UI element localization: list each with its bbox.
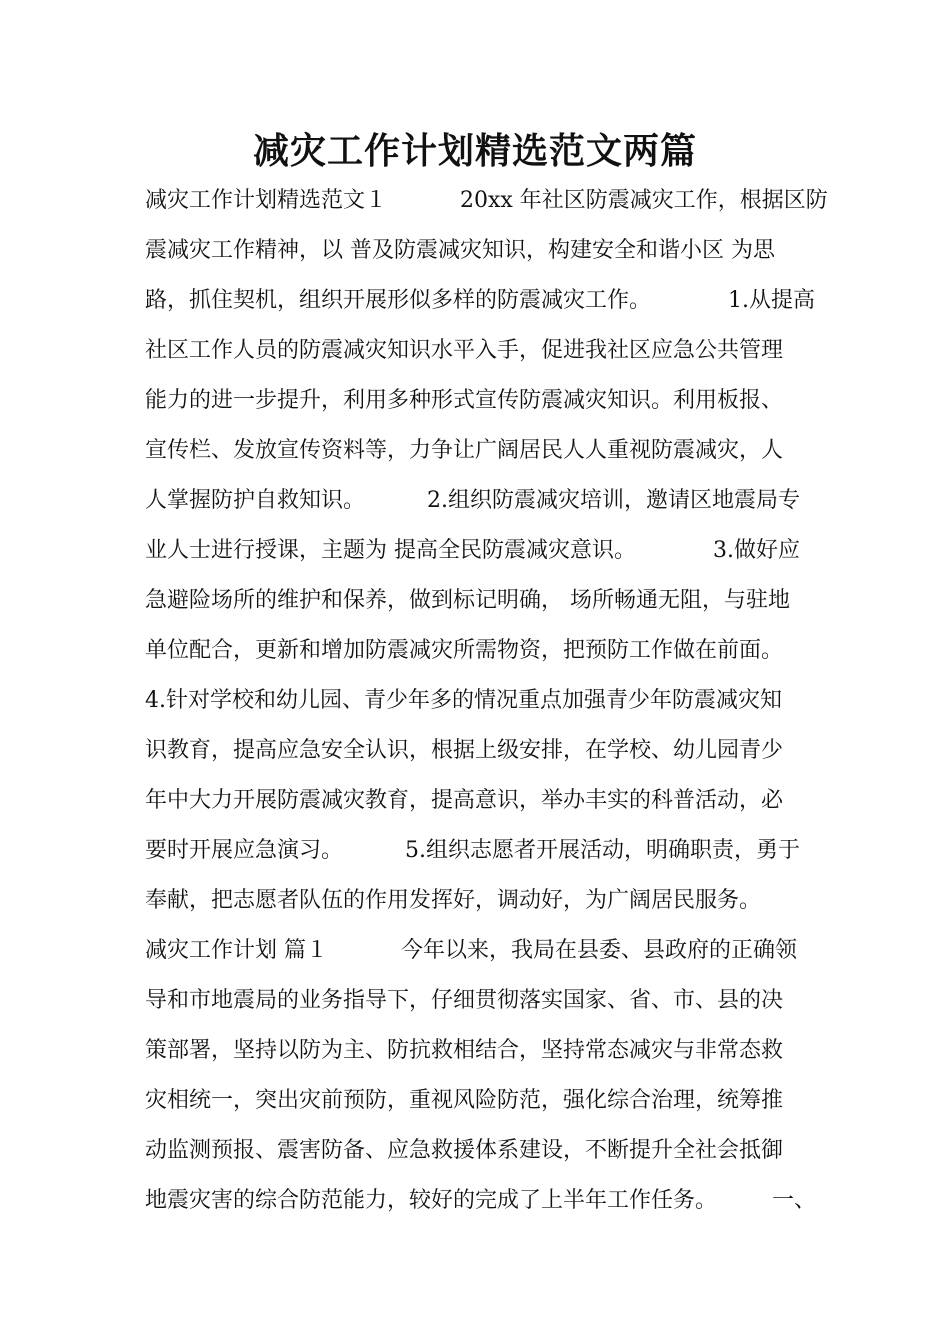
body-line: 年中大力开展防震减灾教育，提高意识，举办丰实的科普活动，必 (145, 788, 784, 813)
body-line: 减灾工作计划 篇１ 今年以来，我局在县委、县政府的正确领 (145, 938, 797, 963)
document-title: 减灾工作计划精选范文两篇 (252, 130, 697, 172)
body-line: 宣传栏、发放宣传资料等，力争让广阔居民人人重视防震减灾，人 (145, 438, 784, 463)
body-line: 单位配合，更新和增加防震减灾所需物资，把预防工作做在前面。 (145, 638, 784, 663)
body-line: 社区工作人员的防震减灾知识水平入手，促进我社区应急公共管理 (145, 338, 784, 363)
body-line: 能力的进一步提升，利用多种形式宣传防震减灾知识。利用板报、 (145, 388, 784, 413)
body-line: 灾相统一，突出灾前预防，重视风险防范，强化综合治理，统筹推 (145, 1088, 784, 1113)
body-line: 动监测预报、震害防备、应急救援体系建设，不断提升全社会抵御 (145, 1138, 784, 1163)
body-line: 地震灾害的综合防范能力，较好的完成了上半年工作任务。 一、 (145, 1188, 817, 1213)
body-line: 减灾工作计划精选范文１ 20xx 年社区防震减灾工作，根据区防 (145, 188, 828, 213)
body-line: 震减灾工作精神，以 普及防震减灾知识，构建安全和谐小区 为思 (145, 238, 775, 263)
body-line: 急避险场所的维护和保养，做到标记明确， 场所畅通无阻，与驻地 (145, 588, 790, 613)
body-line: 导和市地震局的业务指导下，仔细贯彻落实国家、省、市、县的决 (145, 988, 784, 1013)
body-line: 识教育，提高应急安全认识，根据上级安排，在学校、幼儿园青少 (145, 738, 784, 763)
body-line: 人掌握防护自救知识。 2.组织防震减灾培训，邀请区地震局专 (145, 488, 800, 513)
body-line: 路，抓住契机，组织开展形似多样的防震减灾工作。 1.从提高 (145, 288, 815, 313)
body-line: 业人士进行授课，主题为 提高全民防震减灾意识。 3.做好应 (145, 538, 800, 563)
document-body (145, 178, 828, 1228)
body-line: 策部署，坚持以防为主、防抗救相结合，坚持常态减灾与非常态救 (145, 1038, 784, 1063)
body-line: 要时开展应急演习。 5.组织志愿者开展活动，明确职责，勇于 (145, 838, 800, 863)
body-line: 奉献，把志愿者队伍的作用发挥好，调动好，为广阔居民服务。 (145, 888, 762, 913)
body-line: 4.针对学校和幼儿园、青少年多的情况重点加强青少年防震减灾知 (145, 688, 782, 713)
